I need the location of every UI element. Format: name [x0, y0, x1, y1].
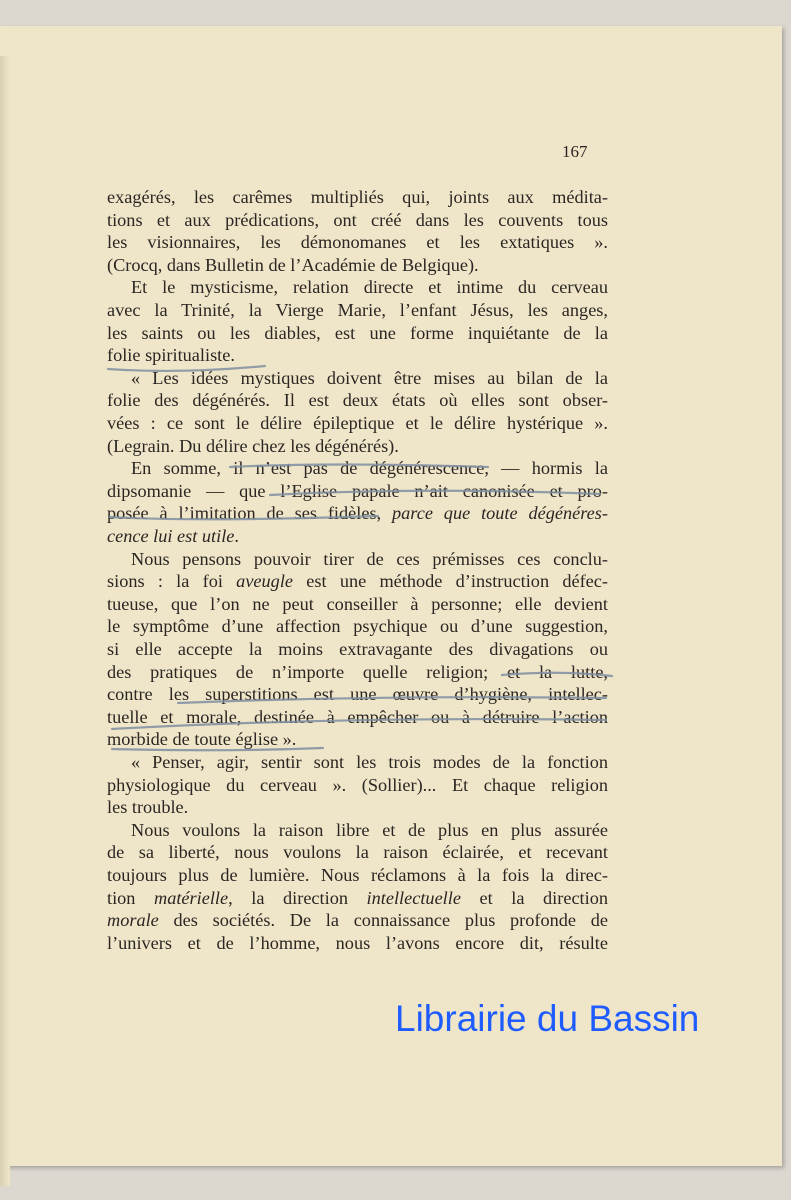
text-line	[107, 864, 608, 886]
text-line	[107, 796, 608, 818]
text-line	[107, 209, 608, 231]
text-run: Nous pensons pouvoir tirer de ces prémisses ces conclu-	[131, 548, 608, 569]
text-line	[107, 728, 608, 750]
text-run: Nous voulons la raison libre et de plus en plus assurée	[131, 819, 608, 840]
text-run: des sociétés. De la connaissance plus profonde de	[158, 910, 608, 931]
text-run: vées : ce sont le délire épileptique et le délire hystérique ».	[107, 413, 608, 433]
text-line	[107, 322, 608, 344]
text-line	[107, 887, 608, 909]
text-line	[107, 525, 608, 547]
text-run: contre les superstitions est une œuvre d’hygiène, intellec-	[107, 684, 608, 705]
text-run: de sa liberté, nous voulons la raison éclairée, et recevant	[107, 842, 608, 863]
text-line	[107, 661, 608, 683]
text-run: En somme, il n’est pas de dégénérescence, — hormis la	[131, 458, 608, 479]
text-line	[107, 548, 608, 570]
text-run: posée à l’imitation de ses fidèles,	[107, 503, 392, 524]
text-run: .	[234, 526, 239, 546]
page-edge	[0, 56, 10, 1186]
text-run: des pratiques de n’importe quelle religion; et la lutte,	[107, 661, 608, 682]
italic-text: morale	[107, 910, 159, 931]
text-run: l’univers et de l’homme, nous l’avons encore dit, résulte	[107, 932, 608, 953]
text-line	[107, 412, 608, 434]
text-run: toujours plus de lumière. Nous réclamons à la fois la direc-	[107, 865, 608, 885]
text-run: morbide de toute église ».	[107, 729, 297, 750]
text-line	[107, 231, 608, 253]
text-run: folie des dégénérés. Il est deux états où elles sont obser-	[107, 390, 608, 411]
text-run: folie spiritualiste.	[107, 345, 235, 366]
text-run: « Les idées mystiques doivent être mises au bilan de la	[131, 367, 608, 388]
text-line	[107, 570, 608, 592]
watermark: Librairie du Bassin	[395, 998, 700, 1039]
text-line	[107, 683, 608, 705]
text-line	[107, 299, 608, 321]
text-line	[107, 615, 608, 637]
text-line	[107, 435, 608, 457]
page-number: 167	[562, 142, 588, 161]
text-line	[107, 457, 608, 479]
text-line	[107, 389, 608, 411]
text-run: dipsomanie — que l’Eglise papale n’ait canonisée et pro-	[107, 480, 608, 501]
text-line	[107, 841, 608, 863]
text-run: avec la Trinité, la Vierge Marie, l’enfant Jésus, les anges,	[107, 300, 608, 320]
italic-text: aveugle	[236, 571, 294, 592]
text-run: et la direction	[460, 887, 608, 908]
text-run: tuelle et morale, destinée à empêcher ou à détruire l’action	[107, 706, 608, 727]
text-line	[107, 502, 608, 524]
italic-text: matérielle	[154, 887, 229, 908]
text-run: les saints ou les diables, est une forme inquiétante de la	[107, 322, 608, 343]
italic-text: intellectuelle	[366, 887, 461, 908]
text-line	[107, 344, 608, 366]
text-line	[107, 638, 608, 660]
text-run: tion	[107, 887, 154, 908]
text-run: (Crocq, dans Bulletin de l’Académie de Belgique).	[107, 254, 479, 275]
text-run: Et le mysticisme, relation directe et intime du cerveau	[131, 277, 608, 298]
text-run: le symptôme d’une affection psychique ou d’une suggestion,	[107, 616, 608, 637]
text-line	[107, 480, 608, 502]
text-line	[107, 186, 608, 208]
text-run: tions et aux prédications, ont créé dans les couvents tous	[107, 209, 608, 230]
text-line	[107, 593, 608, 615]
text-run: (Legrain. Du délire chez les dégénérés).	[107, 435, 399, 456]
italic-text: cence lui est utile	[107, 526, 235, 546]
text-run: , la direction	[228, 887, 367, 908]
text-run: les trouble.	[107, 797, 189, 818]
text-run: « Penser, agir, sentir sont les trois modes de la fonction	[131, 752, 608, 772]
text-line	[107, 751, 608, 773]
text-run: tueuse, que l’on ne peut conseiller à personne; elle devient	[107, 593, 608, 614]
text-line	[107, 706, 608, 728]
text-line	[107, 367, 608, 389]
text-run: physiologique du cerveau ». (Sollier)... Et chaque religion	[107, 774, 608, 795]
italic-text: parce que toute dégénéres-	[392, 503, 609, 524]
text-run: si elle accepte la moins extravagante des divagations ou	[107, 639, 608, 659]
text-line	[107, 932, 608, 954]
text-run: les visionnaires, les démonomanes et les extatiques ».	[107, 232, 608, 253]
text-line	[107, 254, 608, 276]
text-line	[107, 276, 608, 298]
text-line	[107, 774, 608, 796]
text-run: exagérés, les carêmes multipliés qui, joints aux médita-	[107, 187, 608, 207]
text-run: sions : la foi	[107, 571, 237, 592]
text-run: est une méthode d’instruction défec-	[293, 571, 608, 592]
text-line	[107, 909, 608, 931]
text-line	[107, 819, 608, 841]
